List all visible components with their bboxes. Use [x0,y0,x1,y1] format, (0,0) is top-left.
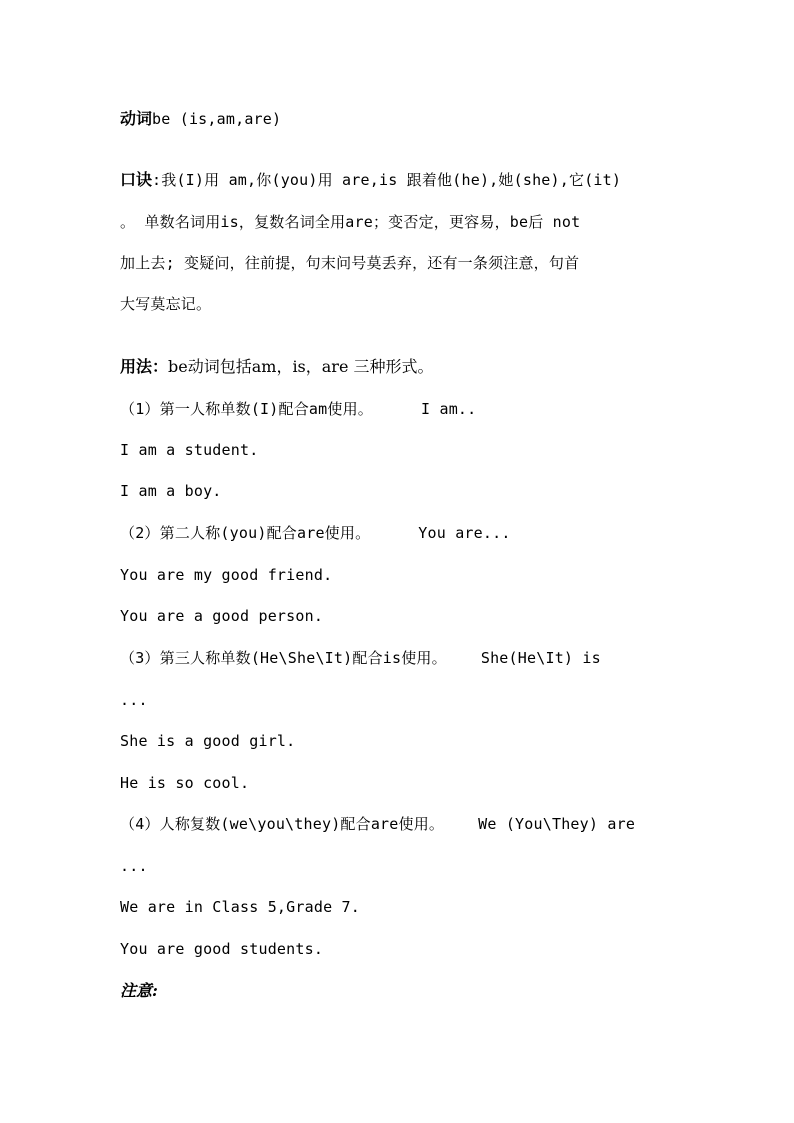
rule-3-continuation: ... [120,691,148,709]
rule-2-form: You are... [418,524,511,542]
rule-2-heading-line [120,522,690,544]
mnemonic-line-3: 加上去; 变疑问，往前提，句末问号莫丢弃，还有一条须注意，句首 [120,254,580,272]
rule-1-example-2: I am a boy. [120,482,222,500]
rule-4-example-2: You are good students. [120,940,324,958]
rule-4-form: We (You\They) are [478,815,636,833]
title-label: 动词 [120,109,153,128]
usage-text: be动词包括am，is，are 三种形式。 [168,357,434,376]
mnemonic-line-2: 。 单数名词用is，复数名词全用are；变否定，更容易，be后 not [120,213,581,231]
usage-line [120,356,690,378]
title-rest: be (is,am,are) [152,110,282,128]
rule-3-heading: （3）第三人称单数(He\She\It)配合is使用。 [120,649,447,667]
rule-1-example-1: I am a student. [120,441,259,459]
rule-3-heading-line [120,647,690,669]
rule-2-heading: （2）第二人称(you)配合are使用。 [120,524,371,542]
mnemonic-label: 口诀 [120,170,153,189]
rule-2-example-2: You are a good person. [120,607,324,625]
mnemonic-text-1: :我(I)用 am,你(you)用 are,is 跟着他(he),她(she),它(it) [152,171,622,189]
rule-3-example-1: She is a good girl. [120,732,296,750]
rule-2-example-1: You are my good friend. [120,566,333,584]
rule-3-example-2: He is so cool. [120,774,250,792]
rule-4-heading-line [120,813,690,835]
rule-1-form: I am.. [421,400,477,418]
note-label: 注意: [120,981,158,1000]
rule-4-example-1: We are in Class 5,Grade 7. [120,898,360,916]
mnemonic-line-4: 大写莫忘记。 [120,295,212,313]
rule-4-heading: （4）人称复数(we\you\they)配合are使用。 [120,815,445,833]
mnemonic-line-1 [120,169,690,191]
rule-4-continuation: ... [120,857,148,875]
rule-1-heading: （1）第一人称单数(I)配合am使用。 [120,400,373,418]
rule-3-form: She(He\It) is [480,649,601,667]
page-title [120,108,690,130]
rule-1-heading-line [120,398,690,420]
usage-label: 用法： [120,357,169,376]
